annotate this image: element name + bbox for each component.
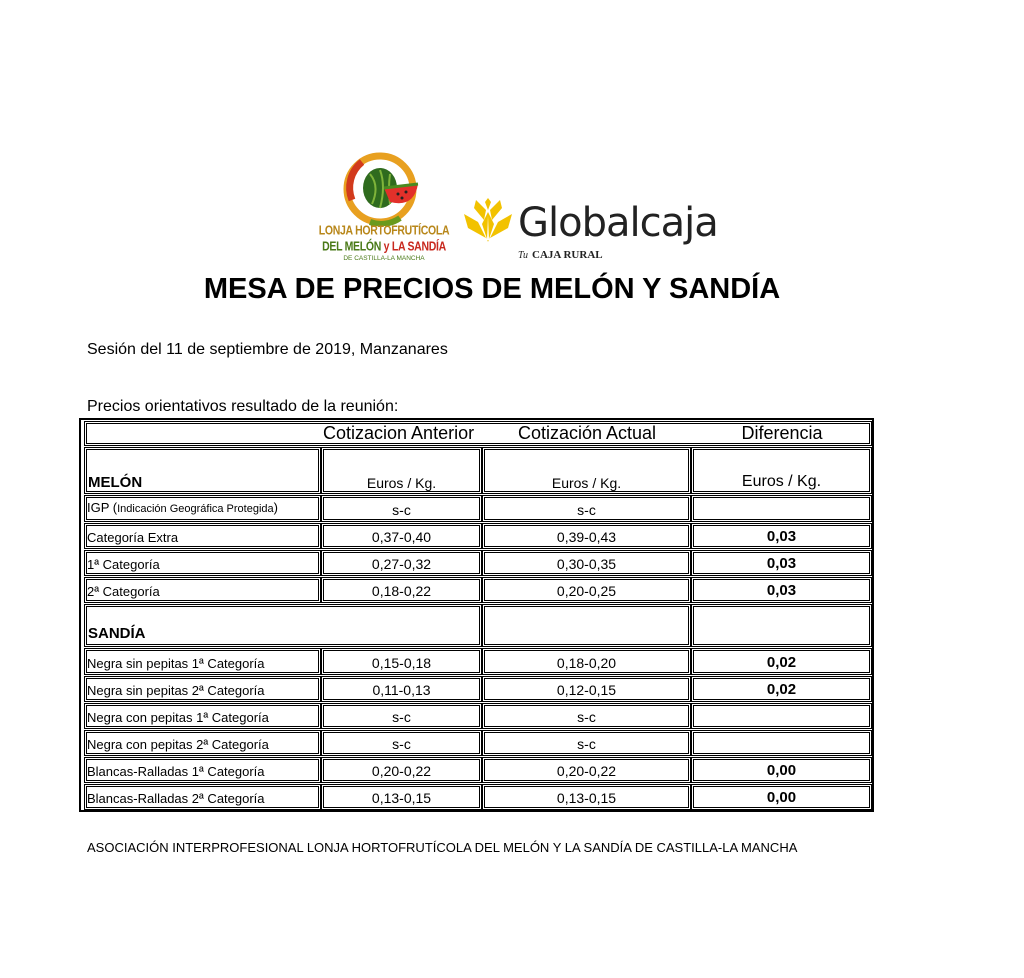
row-label: Negra con pepitas 1ª Categoría xyxy=(87,710,269,725)
lonja-logo-line2-y: y xyxy=(383,238,390,254)
price-actual: s-c xyxy=(577,736,596,752)
table-cell xyxy=(691,703,872,729)
igp-detail: Indicación Geográfica Protegida xyxy=(117,503,274,515)
lonja-logo-line2-b: LA SANDÍA xyxy=(391,238,446,254)
unit-label-actual: Euros / Kg. xyxy=(551,475,622,491)
price-diferencia: 0,03 xyxy=(766,582,797,599)
price-anterior: s-c xyxy=(392,709,411,725)
price-actual: 0,39-0,43 xyxy=(556,529,617,545)
price-actual: s-c xyxy=(577,709,596,725)
price-actual: 0,20-0,22 xyxy=(556,763,617,779)
row-label: Blancas-Ralladas 2ª Categoría xyxy=(87,791,265,806)
price-anterior: s-c xyxy=(392,736,411,752)
globalcaja-name: Globalcaja xyxy=(518,200,718,246)
price-anterior: 0,20-0,22 xyxy=(371,763,432,779)
row-label: Blancas-Ralladas 1ª Categoría xyxy=(87,764,265,779)
session-line: Sesión del 11 de septiembre de 2019, Manzanares xyxy=(87,341,448,358)
price-actual: 0,20-0,25 xyxy=(556,583,617,599)
price-anterior: 0,15-0,18 xyxy=(371,655,432,671)
page-title: MESA DE PRECIOS DE MELÓN Y SANDÍA xyxy=(203,273,781,305)
row-label: 1ª Categoría xyxy=(87,557,160,572)
sandia-section-label: SANDÍA xyxy=(88,625,146,642)
row-label: Negra sin pepitas 2ª Categoría xyxy=(87,683,265,698)
price-actual: 0,12-0,15 xyxy=(556,682,617,698)
lonja-logo-line2-a: DEL MELÓN xyxy=(322,238,382,254)
igp-prefix: IGP ( xyxy=(87,500,118,515)
footer-text: ASOCIACIÓN INTERPROFESIONAL LONJA HORTOFRUTÍCOLA DEL MELÓN Y LA SANDÍA DE CASTILLA-LA MANCHA xyxy=(87,840,798,855)
header-diferencia: Diferencia xyxy=(741,423,823,443)
row-label: Negra sin pepitas 1ª Categoría xyxy=(87,656,265,671)
unit-label-diferencia: Euros / Kg. xyxy=(741,473,822,490)
lonja-logo-line3: DE CASTILLA-LA MANCHA xyxy=(343,255,425,262)
table-cell xyxy=(691,730,872,756)
price-diferencia: 0,02 xyxy=(766,654,797,671)
price-anterior: 0,11-0,13 xyxy=(372,682,431,698)
price-anterior: 0,18-0,22 xyxy=(371,583,432,599)
price-diferencia: 0,03 xyxy=(766,555,797,572)
lonja-logo-line1: LONJA HORTOFRUTÍCOLA xyxy=(318,223,450,239)
price-anterior: 0,13-0,15 xyxy=(371,790,432,806)
globalcaja-tag: CAJA RURAL xyxy=(532,249,603,261)
unit-label-anterior: Euros / Kg. xyxy=(366,475,437,491)
igp-label xyxy=(87,500,278,515)
price-actual: 0,30-0,35 xyxy=(556,556,617,572)
price-actual: 0,13-0,15 xyxy=(556,790,617,806)
price-anterior: 0,37-0,40 xyxy=(371,529,432,545)
table-cell xyxy=(691,495,872,522)
table-cell xyxy=(482,604,691,647)
row-label: 2ª Categoría xyxy=(87,584,160,599)
intro-line: Precios orientativos resultado de la reunión: xyxy=(87,398,399,415)
price-actual: 0,18-0,20 xyxy=(556,655,617,671)
igp-suffix: ) xyxy=(273,500,278,515)
price-anterior: s-c xyxy=(392,502,411,518)
price-diferencia: 0,02 xyxy=(766,681,797,698)
globalcaja-tag-prefix: Tu xyxy=(518,250,529,261)
price-diferencia: 0,03 xyxy=(766,528,797,545)
price-actual: s-c xyxy=(577,502,596,518)
melon-section-label: MELÓN xyxy=(88,474,143,491)
table-cell xyxy=(691,604,872,647)
row-label: Categoría Extra xyxy=(87,530,179,545)
row-label: Negra con pepitas 2ª Categoría xyxy=(87,737,269,752)
price-diferencia: 0,00 xyxy=(766,762,797,779)
price-anterior: 0,27-0,32 xyxy=(371,556,432,572)
price-diferencia: 0,00 xyxy=(766,789,797,806)
header-actual: Cotización Actual xyxy=(517,423,657,443)
header-anterior: Cotizacion Anterior xyxy=(323,423,475,443)
